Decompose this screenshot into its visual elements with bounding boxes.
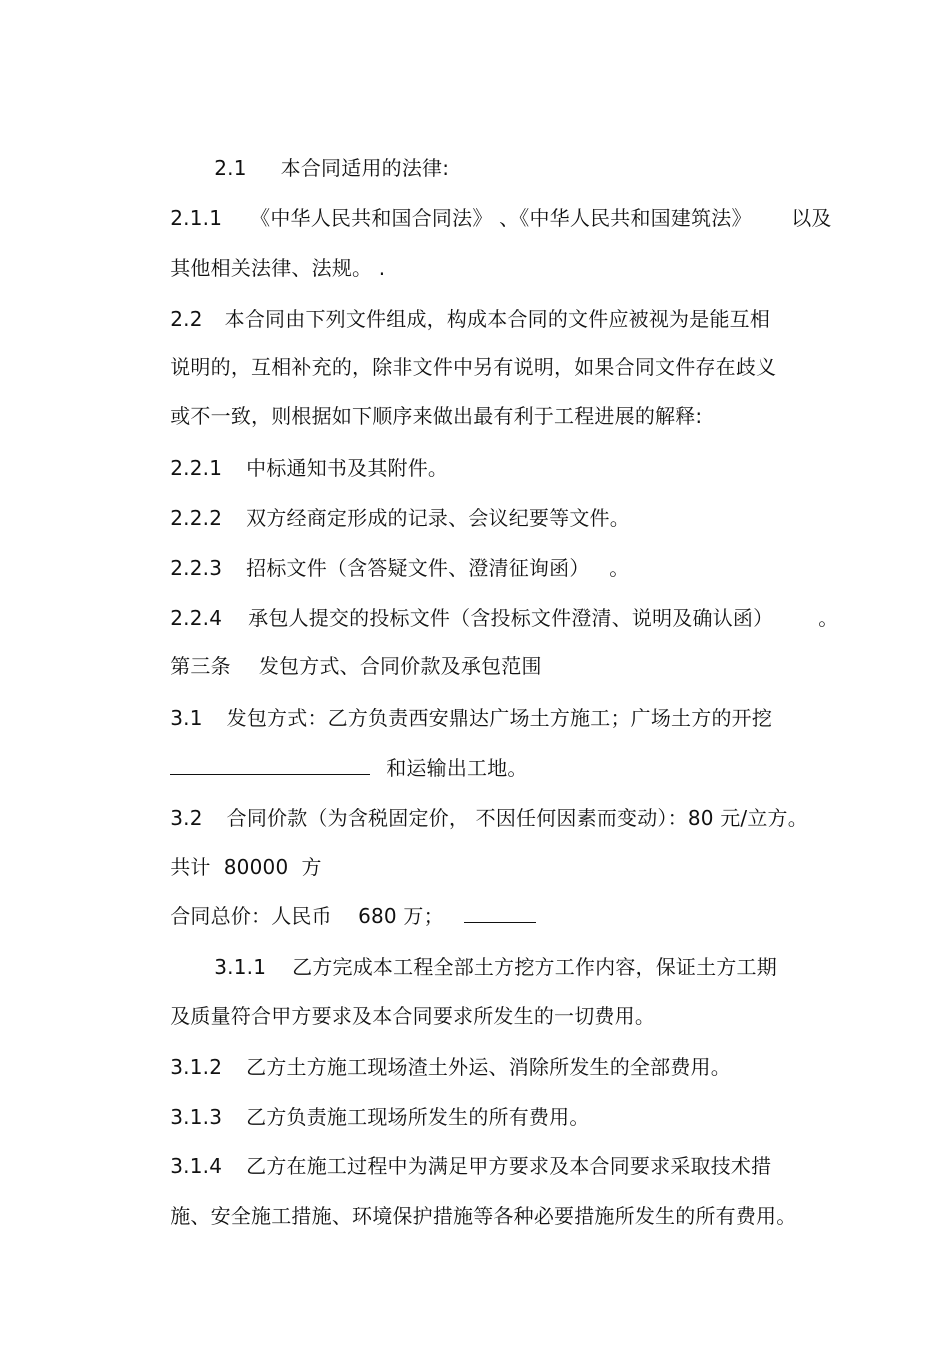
clause-text: 共计 80000 方 <box>170 855 322 879</box>
clause-text: 发包方式：乙方负责西安鼎达广场土方施工；广场土方的开挖 <box>226 706 773 730</box>
clause-text: 乙方土方施工现场渣土外运、消除所发生的全部费用。 <box>246 1055 731 1079</box>
article-title: 发包方式、合同价款及承包范围 <box>258 654 542 678</box>
clause-text: 本合同适用的法律: <box>280 156 450 180</box>
clause-text: 合同价款（为含税固定价， 不因任何因素而变动）：80 元/立方。 <box>226 806 808 830</box>
clause-text: 。 <box>609 556 630 580</box>
clause-number: 2.2.1 <box>170 456 223 480</box>
clause-text: 本合同由下列文件组成，构成本合同的文件应被视为是能互相 <box>224 307 771 331</box>
clause-text: 双方经商定形成的记录、会议纪要等文件。 <box>246 506 630 530</box>
clause-number: 3.1.2 <box>170 1055 223 1079</box>
clause-text: 和运输出工地。 <box>386 756 528 780</box>
clause-text: 中标通知书及其附件。 <box>246 456 449 480</box>
clause-text: 施、安全施工措施、环境保护措施等各种必要措施所发生的所有费用。 <box>170 1204 797 1228</box>
paragraph-line <box>144 1180 796 1252</box>
clause-number: 2.2.2 <box>170 506 223 530</box>
clause-text: 及质量符合甲方要求及本合同要求所发生的一切费用。 <box>170 1004 656 1028</box>
clause-text: 以及 <box>791 206 832 230</box>
clause-number: 3.1 <box>170 706 203 730</box>
clause-text: 《中华人民共和国合同法》 、《中华人民共和国建筑法》 <box>250 206 752 230</box>
clause-text: 承包人提交的投标文件（含投标文件澄清、说明及确认函） <box>248 606 774 630</box>
fill-blank-line <box>464 914 536 923</box>
clause-text: 乙方在施工过程中为满足甲方要求及本合同要求采取技术措 <box>246 1154 772 1178</box>
clause-text: 合同总价：人民币 680 万； <box>170 904 444 928</box>
clause-text: 乙方完成本工程全部土方挖方工作内容，保证土方工期 <box>292 955 777 979</box>
clause-number: 2.2.3 <box>170 556 223 580</box>
clause-text-tail <box>792 582 838 654</box>
clause-number: 3.1.1 <box>214 955 267 979</box>
clause-number: 3.2 <box>170 806 203 830</box>
clause-number: 2.1 <box>214 156 247 180</box>
clause-number: 3.1.3 <box>170 1105 223 1129</box>
clause-number: 2.2 <box>170 307 203 331</box>
clause-text: 招标文件（含答疑文件、澄清征询函） <box>246 556 590 580</box>
clause-number: 2.1.1 <box>170 206 223 230</box>
clause-text: 。 <box>818 606 839 630</box>
clause-text: 乙方负责施工现场所发生的所有费用。 <box>246 1105 590 1129</box>
clause-text-tail <box>765 182 832 254</box>
clause-number: 3.1.4 <box>170 1154 223 1178</box>
clause-text: 其他相关法律、法规。 . <box>170 256 386 280</box>
clause-text: 说明的，互相补充的，除非文件中另有说明，如果合同文件存在歧义 <box>170 355 777 379</box>
fill-blank-line <box>170 766 370 775</box>
clause-text: 或不一致，则根据如下顺序来做出最有利于工程进展的解释: <box>170 404 703 428</box>
article-number: 第三条 <box>170 654 231 678</box>
clause-number: 2.2.4 <box>170 606 223 630</box>
